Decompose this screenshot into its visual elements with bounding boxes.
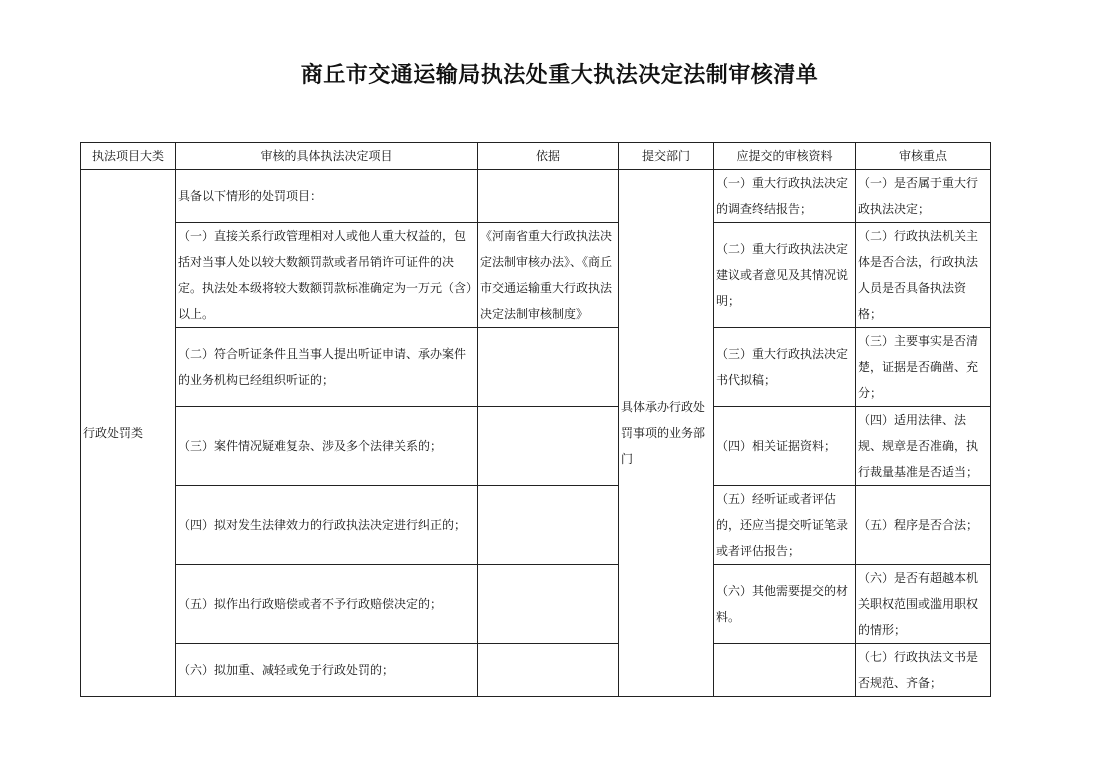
material-cell: （三）重大行政执法决定书代拟稿； <box>714 328 856 407</box>
item-cell: 具备以下情形的处罚项目： <box>176 170 478 223</box>
basis-cell: 《河南省重大行政执法决定法制审核办法》、《商丘市交通运输重大行政执法决定法制审核制度》 <box>478 223 619 328</box>
focus-cell: （二）行政执法机关主体是否合法，行政执法人员是否具备执法资格； <box>856 223 991 328</box>
department-cell: 具体承办行政处罚事项的业务部门 <box>619 170 714 697</box>
item-cell: （四）拟对发生法律效力的行政执法决定进行纠正的； <box>176 486 478 565</box>
category-cell: 行政处罚类 <box>81 170 176 697</box>
basis-empty-cell <box>478 170 619 223</box>
focus-cell: （一）是否属于重大行政执法决定； <box>856 170 991 223</box>
header-basis: 依据 <box>478 143 619 170</box>
review-list-table <box>80 142 991 697</box>
table-row <box>81 223 991 328</box>
table-row <box>81 170 991 223</box>
table-row <box>81 565 991 644</box>
item-cell: （三）案件情况疑难复杂、涉及多个法律关系的； <box>176 407 478 486</box>
table-header-row <box>81 143 991 170</box>
focus-cell: （四）适用法律、法规、规章是否准确，执行裁量基准是否适当； <box>856 407 991 486</box>
basis-empty-cell <box>478 328 619 407</box>
basis-empty-cell <box>478 407 619 486</box>
header-focus: 审核重点 <box>856 143 991 170</box>
item-cell: （五）拟作出行政赔偿或者不予行政赔偿决定的； <box>176 565 478 644</box>
page-title: 商丘市交通运输局执法处重大执法决定法制审核清单 <box>300 63 819 88</box>
basis-empty-cell <box>478 644 619 697</box>
material-cell: （五）经听证或者评估的，还应当提交听证笔录或者评估报告； <box>714 486 856 565</box>
header-category: 执法项目大类 <box>81 143 176 170</box>
header-materials: 应提交的审核资料 <box>714 143 856 170</box>
material-cell: （四）相关证据资料； <box>714 407 856 486</box>
basis-empty-cell <box>478 565 619 644</box>
table-row <box>81 486 991 565</box>
material-cell <box>714 644 856 697</box>
table-row <box>81 644 991 697</box>
item-cell: （六）拟加重、减轻或免于行政处罚的； <box>176 644 478 697</box>
focus-cell: （五）程序是否合法； <box>856 486 991 565</box>
item-cell: （一）直接关系行政管理相对人或他人重大权益的，包括对当事人处以较大数额罚款或者吊销许可证件的决定。执法处本级将较大数额罚款标准确定为一万元（含）以上。 <box>176 223 478 328</box>
table-row <box>81 328 991 407</box>
header-department: 提交部门 <box>619 143 714 170</box>
item-cell: （二）符合听证条件且当事人提出听证申请、承办案件的业务机构已经组织听证的； <box>176 328 478 407</box>
basis-empty-cell <box>478 486 619 565</box>
material-cell: （二）重大行政执法决定建议或者意见及其情况说明； <box>714 223 856 328</box>
focus-cell: （三）主要事实是否清楚，证据是否确凿、充分； <box>856 328 991 407</box>
focus-cell: （六）是否有超越本机关职权范围或滥用职权的情形； <box>856 565 991 644</box>
material-cell: （六）其他需要提交的材料。 <box>714 565 856 644</box>
focus-cell: （七）行政执法文书是否规范、齐备； <box>856 644 991 697</box>
material-cell: （一）重大行政执法决定的调查终结报告； <box>714 170 856 223</box>
header-item: 审核的具体执法决定项目 <box>176 143 478 170</box>
table-row <box>81 407 991 486</box>
